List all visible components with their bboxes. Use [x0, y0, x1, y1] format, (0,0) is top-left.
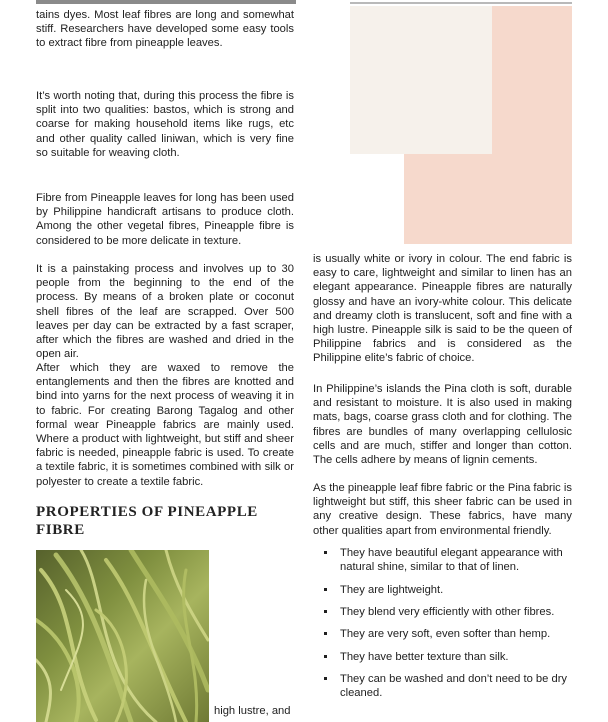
paragraph-2: It’s worth noting that, during this process the fibre is split into two qualities: bastos, which is strong and coarse for making household items like rugs, etc and other quality called liniwan, which is very fine so suitable for weaving cloth.	[36, 90, 294, 159]
list-item: They are very soft, even softer than hemp.	[313, 627, 575, 641]
paragraph-5: After which they are waxed to remove the entanglements and then the fibres are knotted and bind into yarns for the next process of weaving it in to fabric. For creating Barong Tagalog and other formal wear Pineapple fabrics are mainly used. Where a product with lightweight, but stiff and sheer fabric is needed, pineapple fabric is used. To create a textile fabric, it is sometimes combined with silk or polyester to create a textile fabric.	[36, 362, 294, 488]
paragraph-8: As the pineapple leaf fibre fabric or the Pina fabric is lightweight but stiff, this sheer fabric can be used in any creative design. These fabrics, have many other qualities apart from environmental friendly.	[313, 482, 572, 537]
list-item: They blend very efficiently with other fibres.	[313, 605, 575, 619]
paragraph-3: Fibre from Pineapple leaves for long has been used by Philippine handicraft artisans to produce cloth. Among the other vegetal fibres, Pineapple fibre is considered to be more delicate in texture.	[36, 192, 294, 247]
section-heading: PROPERTIES OF PINEAPPLE FIBRE	[36, 504, 258, 538]
paragraph-fragment: high lustre, and	[214, 705, 291, 717]
decorative-block-peach-lower	[404, 154, 572, 244]
list-item: They have better texture than silk.	[313, 650, 575, 664]
list-item: They can be washed and don’t need to be dry cleaned.	[313, 672, 575, 700]
fibre-strands-illustration	[36, 550, 209, 722]
paragraph-6: is usually white or ivory in colour. The end fabric is easy to care, lightweight and similar to linen has an elegant appearance. Pineapple fibres are naturally glossy and have an ivory-white colour. This delicate and dreamy cloth is translucent, soft and fine with a high lustre. Pineapple silk is said to be the queen of Philippine fabrics and is considered as the Philippine elite’s fabric of choice.	[313, 253, 572, 365]
list-item: They have beautiful elegant appearance with natural shine, similar to that of linen.	[313, 546, 575, 574]
paragraph-1: tains dyes. Most leaf fibres are long and somewhat stiff. Researchers have developed some easy tools to extract fibre from pineapple leaves.	[36, 9, 294, 50]
decorative-block-cream	[350, 6, 492, 154]
paragraph-7: In Philippine’s islands the Pina cloth is soft, durable and resistant to moisture. It is also used in making mats, bags, coarse grass cloth and for clothing. The fibres are bundles of many overlapping cellulosic cells and are much, stiffer and longer than cotton. The cells adhere by means of lignin cements.	[313, 383, 572, 467]
properties-list	[313, 546, 575, 709]
top-rule-right	[350, 2, 572, 4]
top-rule-left	[36, 0, 296, 4]
paragraph-4: It is a painstaking process and involves up to 30 people from the beginning to the end of the process. By means of a broken plate or coconut shell fibres of the leaf are scrapped. Over 500 leaves per day can be extracted by a fast scraper, after which the fibres are washed and dried in the open air.	[36, 263, 294, 361]
decorative-block-peach	[492, 6, 572, 154]
list-item: They are lightweight.	[313, 583, 575, 597]
pineapple-fibre-photo	[36, 550, 209, 722]
